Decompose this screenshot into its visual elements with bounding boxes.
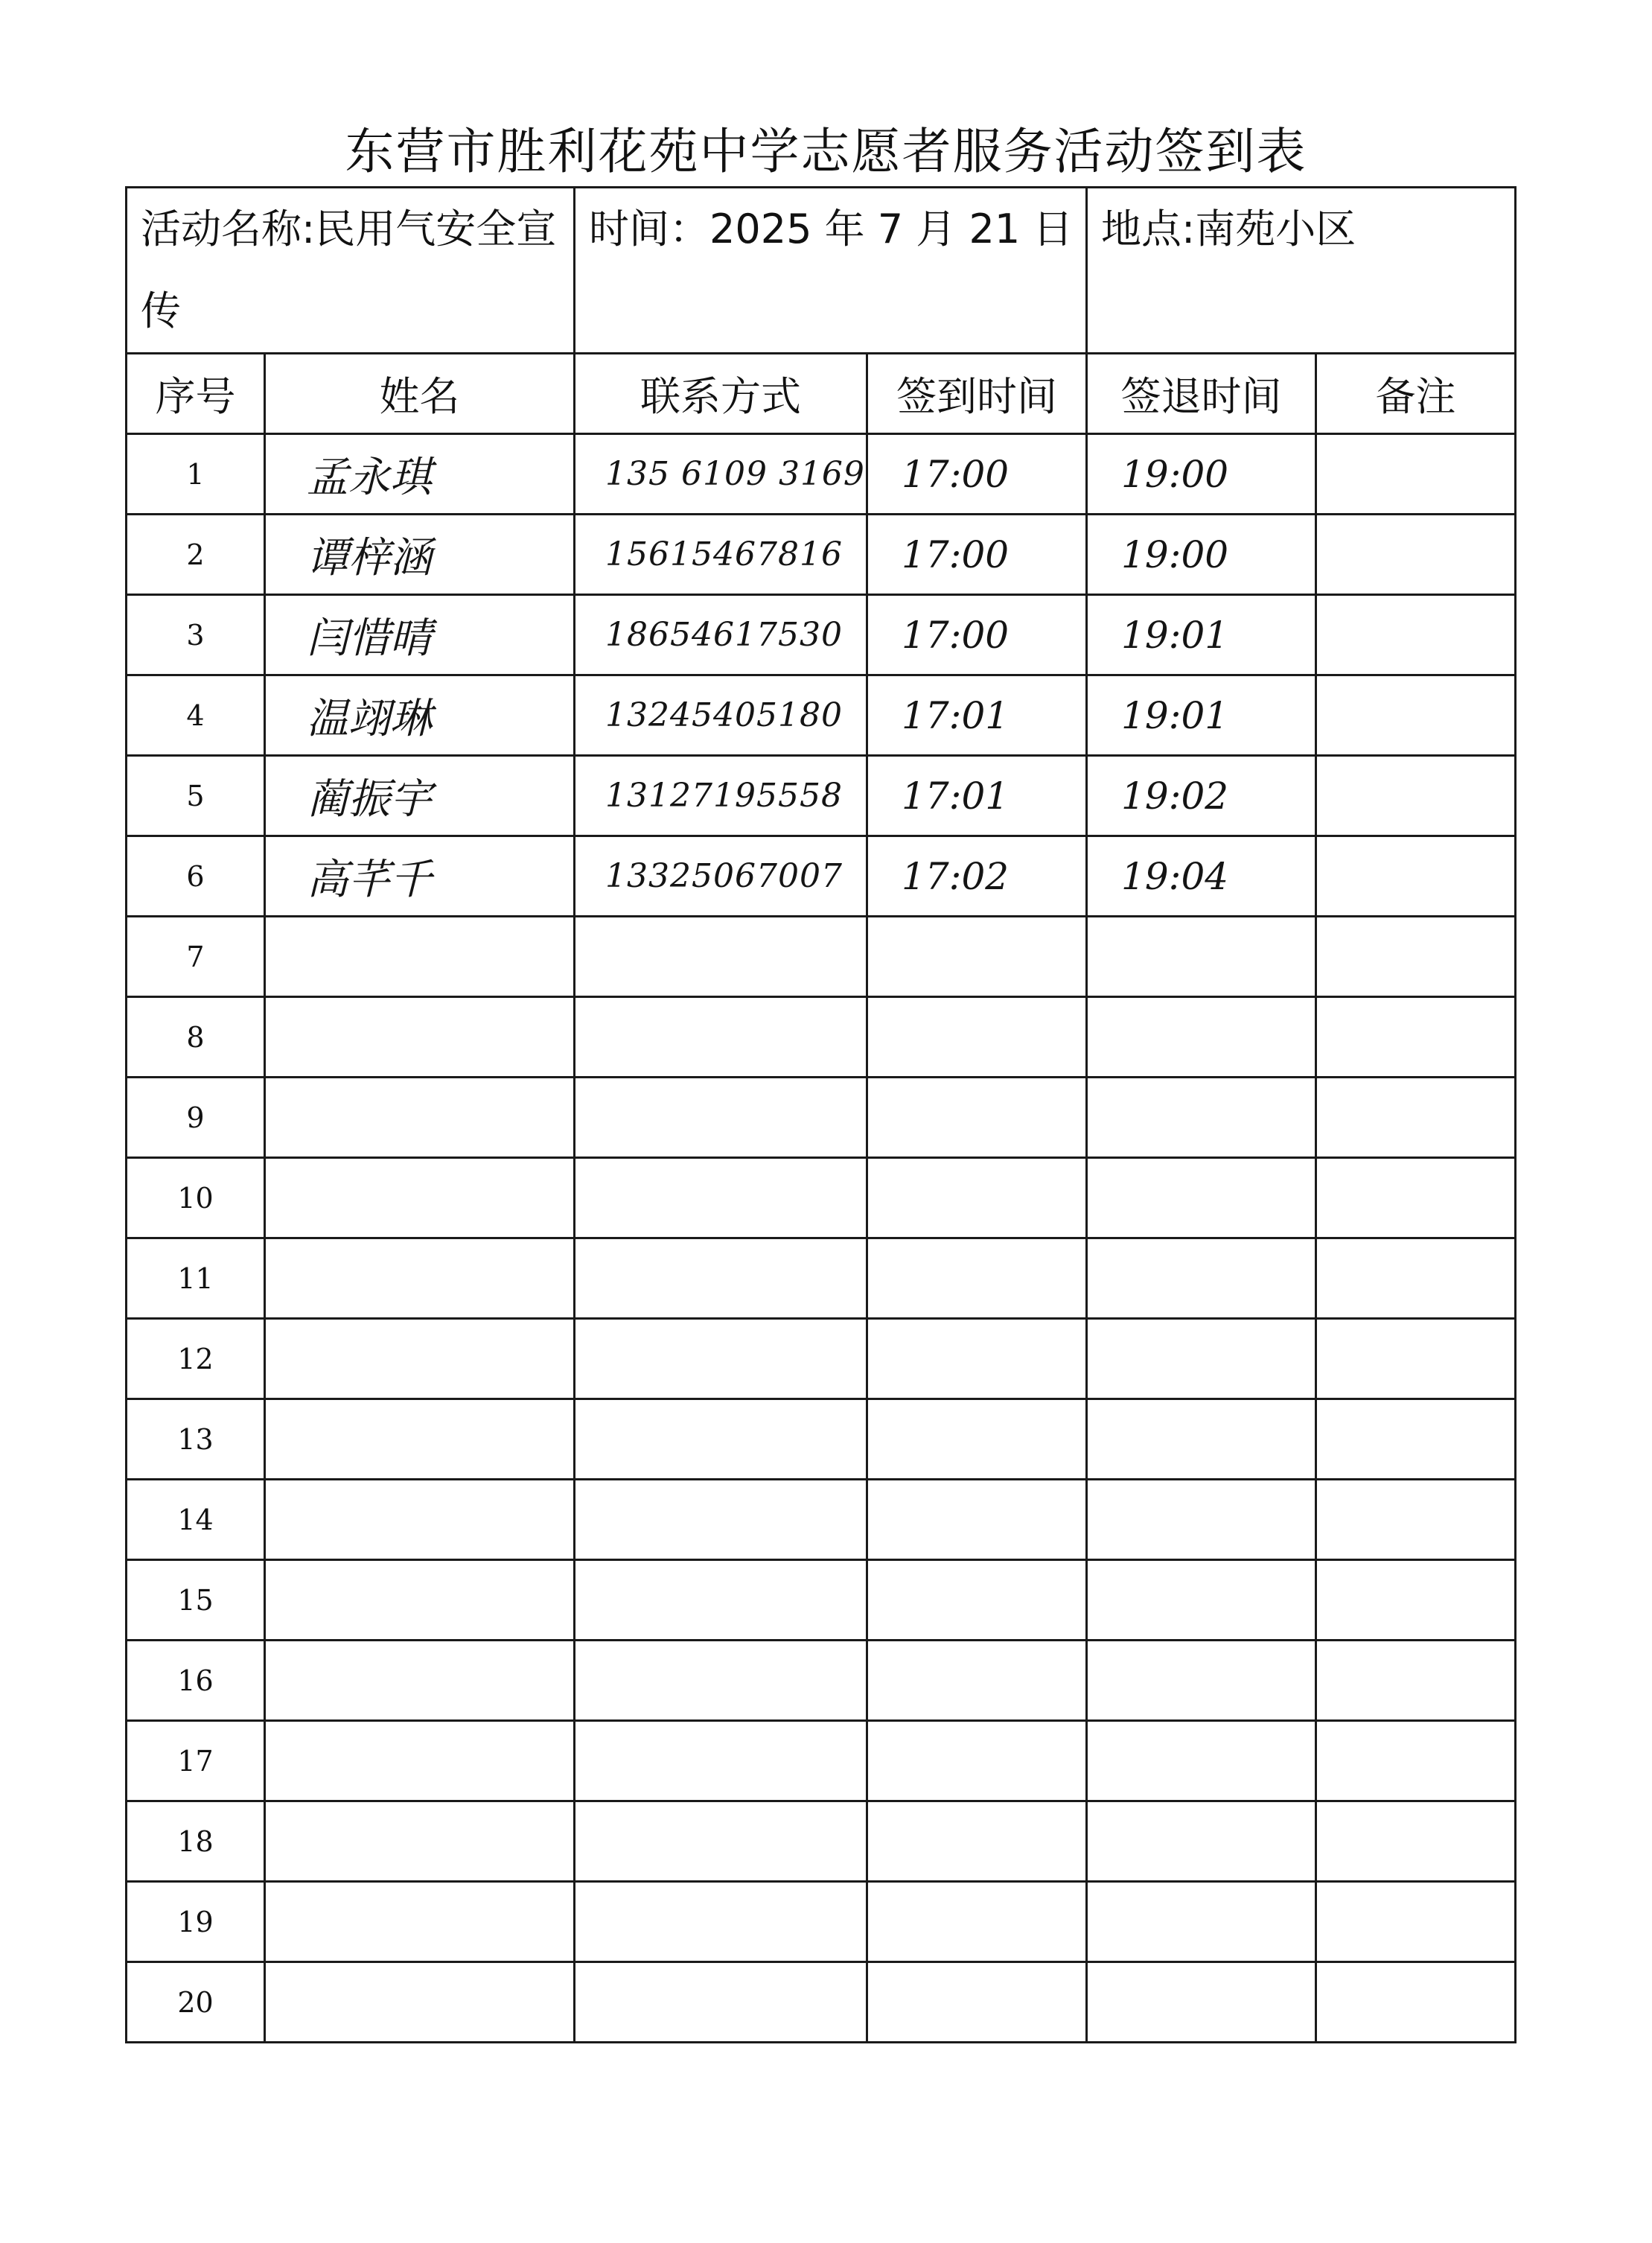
checkin-time: 17:00 bbox=[867, 515, 1087, 595]
table-row bbox=[127, 1641, 1516, 1721]
contact-phone: 15615467816 bbox=[575, 515, 867, 595]
header-index: 序号 bbox=[127, 354, 265, 434]
checkin-time bbox=[867, 1962, 1087, 2043]
row-index: 13 bbox=[127, 1399, 265, 1480]
contact-phone bbox=[575, 1399, 867, 1480]
contact-phone bbox=[575, 1721, 867, 1801]
checkout-time bbox=[1087, 1399, 1316, 1480]
row-index: 17 bbox=[127, 1721, 265, 1801]
table-row bbox=[127, 1480, 1516, 1560]
signature-name bbox=[265, 1801, 575, 1882]
contact-phone: 18654617530 bbox=[575, 595, 867, 675]
table-row bbox=[127, 1238, 1516, 1319]
checkout-time: 19:01 bbox=[1087, 595, 1316, 675]
row-index: 3 bbox=[127, 595, 265, 675]
checkout-time bbox=[1087, 1721, 1316, 1801]
table-row bbox=[127, 1078, 1516, 1158]
remark-cell bbox=[1316, 1721, 1516, 1801]
contact-phone bbox=[575, 1158, 867, 1238]
remark-cell bbox=[1316, 515, 1516, 595]
checkin-time bbox=[867, 1801, 1087, 1882]
checkout-time: 19:04 bbox=[1087, 836, 1316, 917]
remark-cell bbox=[1316, 675, 1516, 756]
contact-phone bbox=[575, 1560, 867, 1641]
table-row bbox=[127, 1319, 1516, 1399]
table-row bbox=[127, 917, 1516, 997]
checkout-time bbox=[1087, 1801, 1316, 1882]
row-index: 10 bbox=[127, 1158, 265, 1238]
table-row bbox=[127, 1801, 1516, 1882]
checkin-time bbox=[867, 917, 1087, 997]
remark-cell bbox=[1316, 1801, 1516, 1882]
activity-time-cell: 时间：2025 年 7 月 21 日 bbox=[575, 188, 1087, 354]
checkin-time bbox=[867, 1882, 1087, 1962]
remark-cell bbox=[1316, 836, 1516, 917]
checkin-time bbox=[867, 1721, 1087, 1801]
contact-phone bbox=[575, 1882, 867, 1962]
signature-name bbox=[265, 1962, 575, 2043]
row-index: 9 bbox=[127, 1078, 265, 1158]
checkout-time: 19:00 bbox=[1087, 515, 1316, 595]
contact-phone bbox=[575, 1641, 867, 1721]
signature-name: 孟永琪 bbox=[265, 434, 575, 515]
signature-name bbox=[265, 1480, 575, 1560]
checkout-time: 19:01 bbox=[1087, 675, 1316, 756]
contact-phone bbox=[575, 917, 867, 997]
table-row bbox=[127, 1721, 1516, 1801]
signature-name bbox=[265, 917, 575, 997]
contact-phone: 135 6109 3169 bbox=[575, 434, 867, 515]
checkin-time bbox=[867, 1641, 1087, 1721]
table-row bbox=[127, 836, 1516, 917]
activity-name-cell: 活动名称:民用气安全宣传 bbox=[127, 188, 575, 354]
signature-name: 谭梓涵 bbox=[265, 515, 575, 595]
signature-name bbox=[265, 1882, 575, 1962]
checkout-time bbox=[1087, 1882, 1316, 1962]
header-remark: 备注 bbox=[1316, 354, 1516, 434]
header-row bbox=[127, 354, 1516, 434]
checkin-time bbox=[867, 997, 1087, 1078]
checkout-time bbox=[1087, 1078, 1316, 1158]
remark-cell bbox=[1316, 917, 1516, 997]
checkin-time bbox=[867, 1319, 1087, 1399]
table-row bbox=[127, 997, 1516, 1078]
checkout-time bbox=[1087, 917, 1316, 997]
signature-name bbox=[265, 1078, 575, 1158]
contact-phone bbox=[575, 1319, 867, 1399]
row-index: 15 bbox=[127, 1560, 265, 1641]
signature-name bbox=[265, 1319, 575, 1399]
table-row bbox=[127, 756, 1516, 836]
row-index: 6 bbox=[127, 836, 265, 917]
checkin-time bbox=[867, 1560, 1087, 1641]
remark-cell bbox=[1316, 1078, 1516, 1158]
remark-cell bbox=[1316, 1319, 1516, 1399]
checkout-time bbox=[1087, 1480, 1316, 1560]
row-index: 14 bbox=[127, 1480, 265, 1560]
contact-phone bbox=[575, 1238, 867, 1319]
signature-name: 高芊千 bbox=[265, 836, 575, 917]
signature-name bbox=[265, 1560, 575, 1641]
checkout-time bbox=[1087, 1319, 1316, 1399]
row-index: 19 bbox=[127, 1882, 265, 1962]
checkout-time bbox=[1087, 1560, 1316, 1641]
header-checkout: 签退时间 bbox=[1087, 354, 1316, 434]
table-row bbox=[127, 675, 1516, 756]
header-name: 姓名 bbox=[265, 354, 575, 434]
table-row bbox=[127, 1882, 1516, 1962]
checkout-time: 19:00 bbox=[1087, 434, 1316, 515]
contact-phone bbox=[575, 1078, 867, 1158]
row-index: 8 bbox=[127, 997, 265, 1078]
table-row bbox=[127, 1560, 1516, 1641]
remark-cell bbox=[1316, 1158, 1516, 1238]
remark-cell bbox=[1316, 1560, 1516, 1641]
sign-in-table bbox=[125, 186, 1517, 2043]
contact-phone bbox=[575, 1480, 867, 1560]
checkin-time: 17:01 bbox=[867, 675, 1087, 756]
signature-name bbox=[265, 1721, 575, 1801]
signature-name: 闫惜晴 bbox=[265, 595, 575, 675]
row-index: 1 bbox=[127, 434, 265, 515]
checkout-time bbox=[1087, 1158, 1316, 1238]
row-index: 20 bbox=[127, 1962, 265, 2043]
contact-phone: 13127195558 bbox=[575, 756, 867, 836]
signature-name bbox=[265, 997, 575, 1078]
remark-cell bbox=[1316, 1641, 1516, 1721]
checkin-time bbox=[867, 1480, 1087, 1560]
header-checkin: 签到时间 bbox=[867, 354, 1087, 434]
row-index: 12 bbox=[127, 1319, 265, 1399]
remark-cell bbox=[1316, 434, 1516, 515]
row-index: 7 bbox=[127, 917, 265, 997]
remark-cell bbox=[1316, 1882, 1516, 1962]
contact-phone bbox=[575, 997, 867, 1078]
checkin-time bbox=[867, 1158, 1087, 1238]
signature-name bbox=[265, 1238, 575, 1319]
row-index: 11 bbox=[127, 1238, 265, 1319]
checkout-time bbox=[1087, 1962, 1316, 2043]
row-index: 18 bbox=[127, 1801, 265, 1882]
signature-name bbox=[265, 1399, 575, 1480]
table-row bbox=[127, 515, 1516, 595]
remark-cell bbox=[1316, 1238, 1516, 1319]
signature-name: 温翊琳 bbox=[265, 675, 575, 756]
checkin-time bbox=[867, 1238, 1087, 1319]
table-row bbox=[127, 595, 1516, 675]
contact-phone bbox=[575, 1962, 867, 2043]
checkin-time bbox=[867, 1399, 1087, 1480]
contact-phone: 13325067007 bbox=[575, 836, 867, 917]
table-row bbox=[127, 1962, 1516, 2043]
checkin-time: 17:01 bbox=[867, 756, 1087, 836]
remark-cell bbox=[1316, 595, 1516, 675]
checkout-time bbox=[1087, 997, 1316, 1078]
checkout-time: 19:02 bbox=[1087, 756, 1316, 836]
checkout-time bbox=[1087, 1238, 1316, 1319]
checkin-time bbox=[867, 1078, 1087, 1158]
activity-location-cell: 地点:南苑小区 bbox=[1087, 188, 1516, 354]
signature-name bbox=[265, 1641, 575, 1721]
remark-cell bbox=[1316, 997, 1516, 1078]
contact-phone bbox=[575, 1801, 867, 1882]
contact-phone: 13245405180 bbox=[575, 675, 867, 756]
table-row bbox=[127, 1158, 1516, 1238]
header-contact: 联系方式 bbox=[575, 354, 867, 434]
table-row bbox=[127, 1399, 1516, 1480]
checkin-time: 17:00 bbox=[867, 595, 1087, 675]
checkout-time bbox=[1087, 1641, 1316, 1721]
checkin-time: 17:00 bbox=[867, 434, 1087, 515]
signature-name: 蔺振宇 bbox=[265, 756, 575, 836]
row-index: 4 bbox=[127, 675, 265, 756]
row-index: 2 bbox=[127, 515, 265, 595]
remark-cell bbox=[1316, 1962, 1516, 2043]
info-row bbox=[127, 188, 1516, 354]
signature-name bbox=[265, 1158, 575, 1238]
form-title: 东营市胜利花苑中学志愿者服务活动签到表 bbox=[345, 123, 1307, 180]
remark-cell bbox=[1316, 1480, 1516, 1560]
checkin-time: 17:02 bbox=[867, 836, 1087, 917]
remark-cell bbox=[1316, 756, 1516, 836]
row-index: 5 bbox=[127, 756, 265, 836]
row-index: 16 bbox=[127, 1641, 265, 1721]
table-row bbox=[127, 434, 1516, 515]
remark-cell bbox=[1316, 1399, 1516, 1480]
